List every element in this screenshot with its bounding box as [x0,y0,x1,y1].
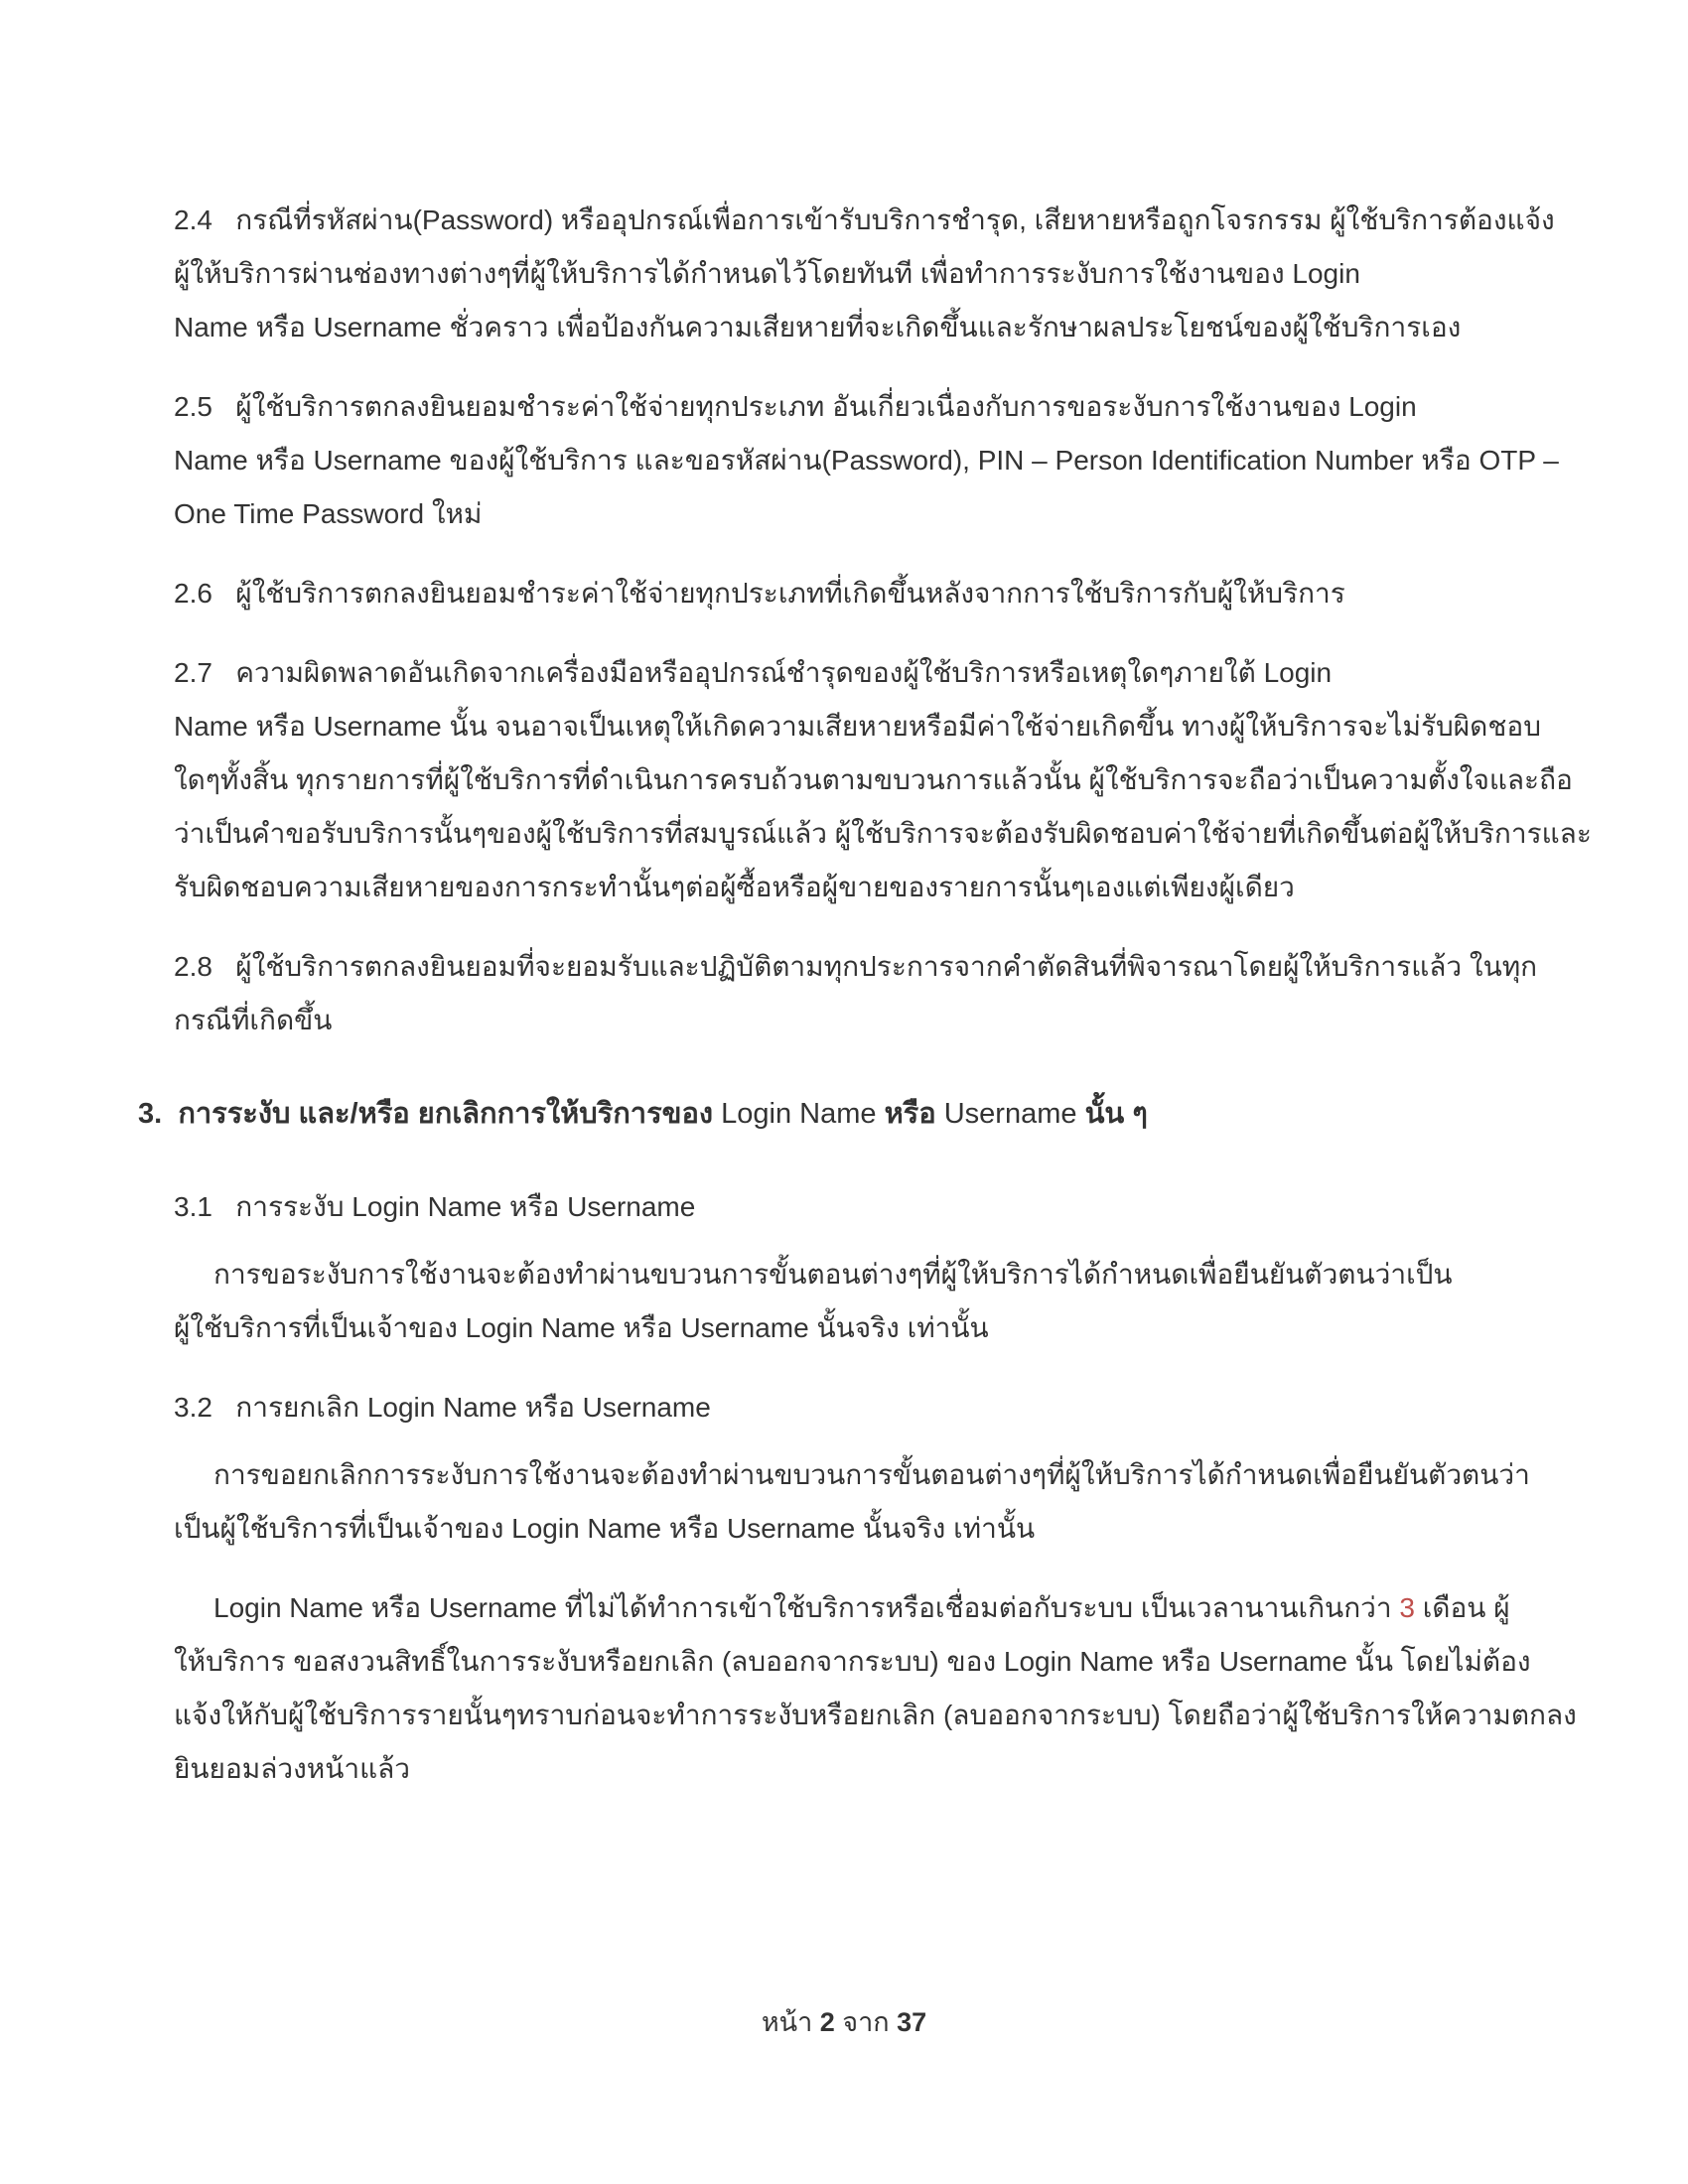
text-segment [212,1392,235,1423]
text-segment: One Time Password ใหม่ [174,498,483,529]
text-segment [212,578,235,609]
text-line [174,940,1564,994]
text-segment: ความผิดพลาดอันเกิดจากเครื่องมือหรืออุปกรณ์ชำรุดของผู้ใช้บริการหรือเหตุใดๆภายใต้ Login [235,657,1333,688]
paragraph-inactive-account [174,1581,1577,1796]
clause-2-8 [174,940,1564,1047]
text-segment: ผู้ให้บริการผ่านช่องทางต่างๆที่ผู้ให้บริการได้กำหนดไว้โดยทันที เพื่อทำการระงับการใช้งานของ Login [174,258,1360,289]
text-line [174,1742,1564,1796]
text-segment: ผู้ใช้บริการที่เป็นเจ้าของ Login Name หรือ Username นั้นจริง เท่านั้น [174,1312,989,1343]
text-segment: 2.6 [174,578,212,609]
text-line [174,1502,1564,1556]
text-segment: 2 [819,2007,835,2037]
text-line [174,487,1564,541]
text-segment: 2.8 [174,951,212,982]
subheading-3-1 [174,1180,1564,1234]
text-segment [162,1098,178,1130]
text-segment: 3. [138,1098,163,1130]
text-segment: 3.1 [174,1191,212,1222]
text-line [174,247,1564,301]
paragraph-3-1 [174,1248,1564,1355]
text-line [174,194,1564,247]
text-segment: ผู้ใช้บริการตกลงยินยอมที่จะยอมรับและปฏิบัติตามทุกประการจากคำตัดสินที่พิจารณาโดยผู้ให้บริการแล้ว ในทุก [235,951,1538,982]
text-segment: 3.2 [174,1392,212,1423]
text-segment: หน้า [761,2007,820,2037]
text-segment [212,951,235,982]
text-segment: เดือน ผู้ [1414,1592,1510,1623]
text-line [174,380,1564,434]
text-line [174,807,1592,861]
document-content [138,194,1592,1796]
text-line [174,700,1564,753]
text-segment: จาก [834,2007,898,2037]
clause-2-5 [174,380,1564,541]
text-segment: แจ้งให้กับผู้ใช้บริการรายนั้นๆทราบก่อนจะทำการระงับหรือยกเลิก (ลบออกจากระบบ) โดยถือว่าผู้ใช้บริการให้ความตกลง [174,1700,1577,1730]
text-segment: เป็นผู้ใช้บริการที่เป็นเจ้าของ Login Name หรือ Username นั้นจริง เท่านั้น [174,1513,1036,1544]
text-line [174,567,1564,620]
text-line [174,301,1564,354]
text-segment: 2.5 [174,391,212,422]
text-line [174,1448,1564,1502]
text-segment: Login Name หรือ Username ที่ไม่ได้ทำการเข้าใช้บริการหรือเชื่อมต่อกับระบบ เป็นเวลานานเกินกว่า [213,1592,1400,1623]
text-line [174,1689,1577,1742]
text-segment: ให้บริการ ขอสงวนสิทธิ์ในการระงับหรือยกเลิก (ลบออกจากระบบ) ของ Login Name หรือ Username นั้น โดยไม่ต้อง [174,1646,1531,1677]
text-segment: ผู้ใช้บริการตกลงยินยอมชำระค่าใช้จ่ายทุกประเภท อันเกี่ยวเนื่องกับการขอระงับการใช้งานของ Login [235,391,1417,422]
text-segment: การระงับ Login Name หรือ Username [235,1191,696,1222]
paragraph-3-2 [174,1448,1564,1556]
highlighted-number: 3 [1399,1592,1415,1623]
text-segment: กรณีที่เกิดขึ้น [174,1005,333,1035]
text-segment: หรือ [884,1098,944,1130]
text-line [138,1087,1564,1141]
text-line [174,646,1564,700]
text-segment: 37 [897,2007,927,2037]
text-line [174,1248,1564,1301]
text-segment: ผู้ใช้บริการตกลงยินยอมชำระค่าใช้จ่ายทุกประเภทที่เกิดขึ้นหลังจากการใช้บริการกับผู้ให้บริการ [235,578,1345,609]
subheading-3-2 [174,1381,1564,1434]
text-line [174,1381,1564,1434]
text-line [174,1301,1564,1355]
text-line [174,753,1573,807]
text-segment: Name หรือ Username ชั่วคราว เพื่อป้องกันความเสียหายที่จะเกิดขึ้นและรักษาผลประโยชน์ของผู้ใช้บริการเอง [174,312,1462,342]
text-line [174,1635,1564,1689]
text-line [174,1581,1564,1635]
text-line [174,861,1564,914]
text-segment: 2.7 [174,657,212,688]
text-segment: การขอยกเลิกการระงับการใช้งานจะต้องทำผ่านขบวนการขั้นตอนต่างๆที่ผู้ให้บริการได้กำหนดเพื่อยืนยันตัวตนว่า [213,1459,1530,1490]
text-segment [212,1191,235,1222]
section-3-heading [138,1087,1564,1141]
text-segment: กรณีที่รหัสผ่าน(Password) หรืออุปกรณ์เพื่อการเข้ารับบริการชำรุด, เสียหายหรือถูกโจรกรรม ผู้ใช้บริการต้องแจ้ง [235,205,1555,235]
text-segment [212,391,235,422]
text-line [174,994,1564,1047]
text-segment: Name หรือ Username ของผู้ใช้บริการ และขอรหัสผ่าน(Password), PIN – Person Identification Number หรือ OTP – [174,445,1559,476]
text-segment: รับผิดชอบความเสียหายของการกระทำนั้นๆต่อผู้ซื้อหรือผู้ขายของรายการนั้นๆเองแต่เพียงผู้เดียว [174,872,1295,902]
text-segment: การระงับ และ/หรือ ยกเลิกการให้บริการของ [178,1098,722,1130]
text-segment [212,205,235,235]
text-segment: การยกเลิก Login Name หรือ Username [235,1392,711,1423]
text-segment: ยินยอมล่วงหน้าแล้ว [174,1753,411,1784]
text-segment: นั้น ๆ [1084,1098,1148,1130]
text-segment: Name หรือ Username นั้น จนอาจเป็นเหตุให้เกิดความเสียหายหรือมีค่าใช้จ่ายเกิดขึ้น ทางผู้ให้บริการจะไม่รับผิดชอบ [174,711,1541,742]
clause-2-6 [174,567,1564,620]
clause-2-7 [174,646,1592,914]
page-footer [0,1995,1688,2049]
text-segment: Login Name [721,1098,885,1130]
text-segment: 2.4 [174,205,212,235]
text-segment: ใดๆทั้งสิ้น ทุกรายการที่ผู้ใช้บริการที่ดำเนินการครบถ้วนตามขบวนการแล้วนั้น ผู้ใช้บริการจะถือว่าเป็นความตั้งใจและถือ [174,764,1573,795]
text-segment: ว่าเป็นคำขอรับบริการนั้นๆของผู้ใช้บริการที่สมบูรณ์แล้ว ผู้ใช้บริการจะต้องรับผิดชอบค่าใช้จ่ายที่เกิดขึ้นต่อผู้ให้บริการและ [174,818,1592,849]
text-line [174,1180,1564,1234]
clause-2-4 [174,194,1564,354]
text-segment: Username [943,1098,1085,1130]
text-segment: การขอระงับการใช้งานจะต้องทำผ่านขบวนการขั้นตอนต่างๆที่ผู้ให้บริการได้กำหนดเพื่อยืนยันตัวตนว่าเป็น [213,1259,1453,1290]
text-segment [212,657,235,688]
text-line [174,434,1564,487]
